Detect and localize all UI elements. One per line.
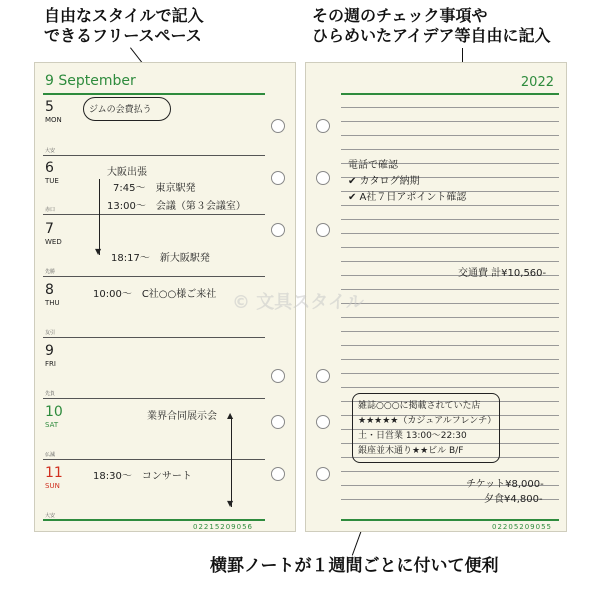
ruled-line xyxy=(341,121,559,122)
ruled-line xyxy=(341,107,559,108)
callout-lined-note xyxy=(210,556,499,576)
callout-lined-note-text: 横罫ノートが１週間ごとに付いて便利 xyxy=(210,556,499,576)
binder-hole xyxy=(271,467,285,481)
day-name: SUN xyxy=(45,482,60,490)
note-restaurant-2: ★★★★★（カジュアルフレンチ） xyxy=(358,416,497,426)
day-divider xyxy=(43,214,265,215)
callout-free-space-line1: 自由なスタイルで記入 xyxy=(44,6,204,25)
note-check-appointment: ✔ A社７日アポイント確認 xyxy=(348,192,467,203)
note-phone: 電話で確認 xyxy=(348,160,398,171)
right-footer-green-line xyxy=(341,519,559,521)
year-label: 2022 xyxy=(520,75,554,90)
rokuyo-label: 大安 xyxy=(45,513,56,519)
trip-arrow xyxy=(99,179,100,255)
ruled-line xyxy=(341,373,559,374)
ruled-line xyxy=(341,359,559,360)
rokuyo-label: 大安 xyxy=(45,148,56,154)
day-name: FRI xyxy=(45,360,56,368)
day-number: 9 xyxy=(45,343,54,359)
binder-hole xyxy=(271,119,285,133)
day-number: 6 xyxy=(45,160,54,176)
day-number: 10 xyxy=(45,404,63,420)
day-name: SAT xyxy=(45,421,59,429)
expo-arrow xyxy=(231,419,232,507)
note-check-catalog: ✔ カタログ納期 xyxy=(348,176,420,187)
rokuyo-label: 仏滅 xyxy=(45,452,56,458)
day-divider xyxy=(43,155,265,156)
day-number: 8 xyxy=(45,282,54,298)
note-transport: 交通費 計¥10,560- xyxy=(458,268,547,279)
expo-arrow-head-bottom: ▼ xyxy=(227,499,234,508)
day-name: MON xyxy=(45,116,62,124)
day-number: 5 xyxy=(45,99,54,115)
note-trip-3: 18:17〜 新大阪駅発 xyxy=(111,253,210,264)
note-concert: 18:30〜 コンサート xyxy=(93,471,192,482)
day-number: 11 xyxy=(45,465,63,481)
callout-free-space xyxy=(44,6,204,46)
day-name: TUE xyxy=(45,177,59,185)
ruled-line xyxy=(341,317,559,318)
binder-hole xyxy=(316,467,330,481)
note-dinner: 夕食¥4,800- xyxy=(484,494,543,505)
binder-hole xyxy=(271,415,285,429)
callout-weekly-check-line1: その週のチェック事項や xyxy=(312,6,488,25)
day-name: WED xyxy=(45,238,62,246)
day-divider xyxy=(43,337,265,338)
rokuyo-label: 赤口 xyxy=(45,207,56,213)
note-visit: 10:00〜 C社○○様ご来社 xyxy=(93,289,217,300)
note-restaurant-3: 土・日営業 13:00〜22:30 xyxy=(358,431,467,441)
binder-hole xyxy=(316,369,330,383)
ruled-line xyxy=(341,345,559,346)
ruled-line xyxy=(341,261,559,262)
expo-arrow-head-top: ▲ xyxy=(227,411,234,420)
left-barcode: 02215209056 xyxy=(193,523,253,531)
ruled-line xyxy=(341,387,559,388)
left-header-green-line xyxy=(43,93,265,95)
left-footer-green-line xyxy=(43,519,265,521)
ruled-line xyxy=(341,233,559,234)
trip-arrow-head: ▼ xyxy=(95,247,102,256)
ruled-line xyxy=(341,247,559,248)
callout-weekly-check xyxy=(312,6,551,46)
binder-hole xyxy=(316,119,330,133)
binder-hole xyxy=(271,223,285,237)
note-restaurant-4: 銀座並木通り★★ビル B/F xyxy=(358,446,464,456)
rokuyo-label: 先勝 xyxy=(45,269,56,275)
ruled-line xyxy=(341,303,559,304)
note-restaurant-1: 雑誌○○○に掲載されていた店 xyxy=(358,401,481,411)
day-divider xyxy=(43,398,265,399)
ruled-line xyxy=(341,471,559,472)
note-gym: ジムの会費払う xyxy=(89,105,152,115)
ruled-line xyxy=(341,289,559,290)
binder-hole xyxy=(316,171,330,185)
day-name: THU xyxy=(45,299,60,307)
binder-hole xyxy=(271,369,285,383)
ruled-line xyxy=(341,149,559,150)
right-header-green-line xyxy=(341,93,559,95)
ruled-line xyxy=(341,219,559,220)
binder-hole xyxy=(271,171,285,185)
note-trip-title: 大阪出張 xyxy=(107,167,147,178)
day-divider xyxy=(43,276,265,277)
callout-free-space-line2: できるフリースペース xyxy=(44,26,202,45)
right-barcode: 02205209055 xyxy=(492,523,552,531)
watermark: © 文具スタイル xyxy=(232,292,364,313)
month-label: 9 September xyxy=(45,73,136,89)
callout-weekly-check-line2: ひらめいたアイデア等自由に記入 xyxy=(312,26,551,45)
ruled-line xyxy=(341,135,559,136)
ruled-line xyxy=(341,331,559,332)
day-number: 7 xyxy=(45,221,54,237)
note-trip-1: 7:45〜 東京駅発 xyxy=(113,183,196,194)
note-expo: 業界合同展示会 xyxy=(147,411,217,422)
note-ticket: チケット¥8,000- xyxy=(466,479,544,490)
binder-hole xyxy=(316,223,330,237)
binder-hole xyxy=(316,415,330,429)
note-trip-2: 13:00〜 会議（第３会議室） xyxy=(107,201,246,212)
rokuyo-label: 先負 xyxy=(45,391,56,397)
ruled-line xyxy=(341,205,559,206)
rokuyo-label: 友引 xyxy=(45,330,56,336)
